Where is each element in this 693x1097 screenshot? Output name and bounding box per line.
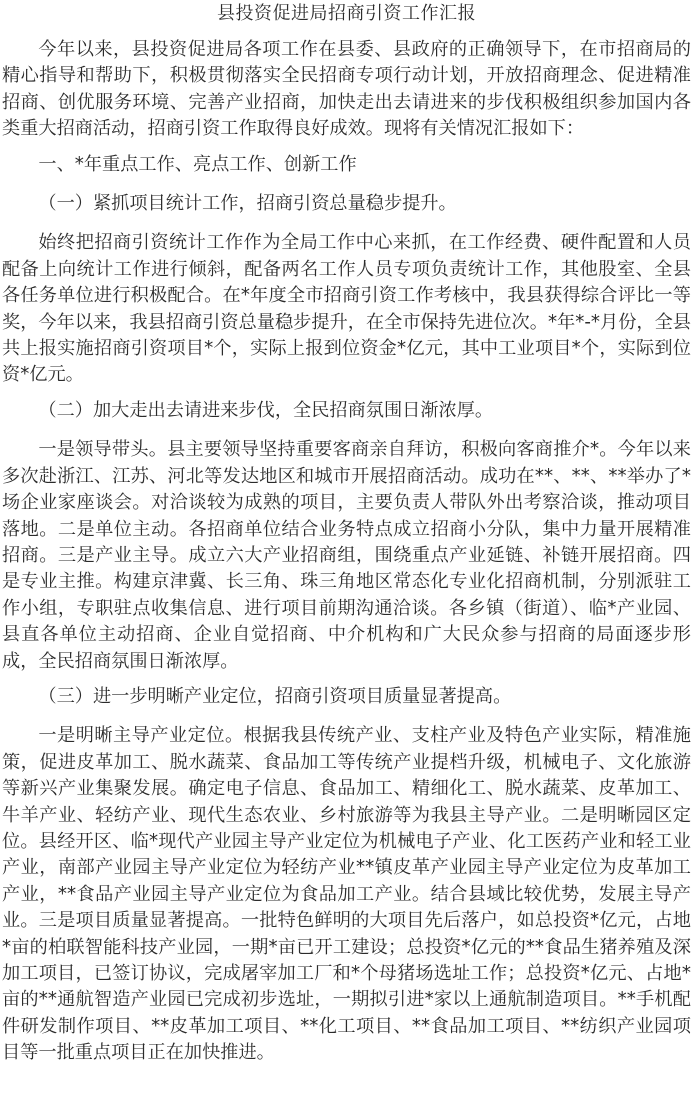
subsection-2-body: 一是领导带头。县主要领导坚持重要客商亲自拜访，积极向客商推介*。今年以来多次赴浙江、江苏、河北等发达地区和城市开展招商活动。成功在**、**、**举办了*场企业家座谈会。对洽谈较为成熟的项目，主要负责人带队外出考察洽谈，推动项目落地。二是单位主动。各招商单位结合业务特点成立招商小分队，集中力量开展精准招商。三是产业主导。成立六大产业招商组，围绕重点产业延链、补链开展招商。四是专业主推。构建京津冀、长三角、珠三角地区常态化专业化招商机制，分别派驻工作小组，专职驻点收集信息、进行项目前期沟通洽谈。各乡镇（街道）、临*产业园、县直各单位主动招商、企业自觉招商、中介机构和广大民众参与招商的局面逐步形成，全民招商氛围日渐浓厚。: [2, 439, 691, 672]
subsection-1-body: 始终把招商引资统计工作作为全局工作中心来抓，在工作经费、硬件配置和人员配备上向统计工作进行倾斜，配备两名工作人员专项负责统计工作，其他股室、全县各任务单位进行积极配合。在*年度全市招商引资工作考核中，我县获得综合评比一等奖，今年以来，我县招商引资总量稳步提升，在全市保持先进位次。*年*-*月份，全县共上报实施招商引资项目*个，实际上报到位资金*亿元，其中工业项目*个，实际到位资*亿元。: [2, 232, 691, 386]
document-title: 县投资促进局招商引资工作汇报: [217, 3, 476, 24]
section-1-heading: 一、*年重点工作、亮点工作、创新工作: [38, 153, 357, 175]
subsection-3-heading: （三）进一步明晰产业定位，招商引资项目质量显著提高。: [38, 685, 512, 707]
subsection-1-heading: （一）紧抓项目统计工作，招商引资总量稳步提升。: [38, 193, 457, 215]
subsection-2-heading: （二）加大走出去请进来步伐，全民招商氛围日渐浓厚。: [38, 399, 494, 421]
intro-paragraph: 今年以来，县投资促进局各项工作在县委、县政府的正确领导下，在市招商局的精心指导和帮助下，积极贯彻落实全民招商专项行动计划，开放招商理念、促进精准招商、创优服务环境、完善产业招商，加快走出去请进来的步伐积极组织参加国内各类重大招商活动，招商引资工作取得良好成效。现将有关情况汇报如下：: [2, 39, 691, 140]
subsection-3-body: 一是明晰主导产业定位。根据我县传统产业、支柱产业及特色产业实际，精准施策，促进皮革加工、脱水蔬菜、食品加工等传统产业提档升级，机械电子、文化旅游等新兴产业集聚发展。确定电子信息、食品加工、精细化工、脱水蔬菜、皮革加工、牛羊产业、轻纺产业、现代生态农业、乡村旅游等为我县主导产业。二是明晰园区定位。县经开区、临*现代产业园主导产业定位为机械电子产业、化工医药产业和轻工业产业，南部产业园主导产业定位为轻纺产业**镇皮革产业园主导产业定位为皮革加工产业，**食品产业园主导产业定位为食品加工产业。结合县域比较优势，发展主导产业。三是项目质量显著提高。一批特色鲜明的大项目先后落户，如总投资*亿元，占地*亩的柏联智能科技产业园，一期*亩已开工建设；总投资*亿元的**食品生猪养殖及深加工项目，已签订协议，完成屠宰加工厂和*个母猪场选址工作；总投资*亿元、占地*亩的**通航智造产业园已完成初步选址，一期拟引进*家以上通航制造项目。**手机配件研发制作项目、**皮革加工项目、**化工项目、**食品加工项目、**纺织产业园项目等一批重点项目正在加快推进。: [2, 725, 691, 1064]
